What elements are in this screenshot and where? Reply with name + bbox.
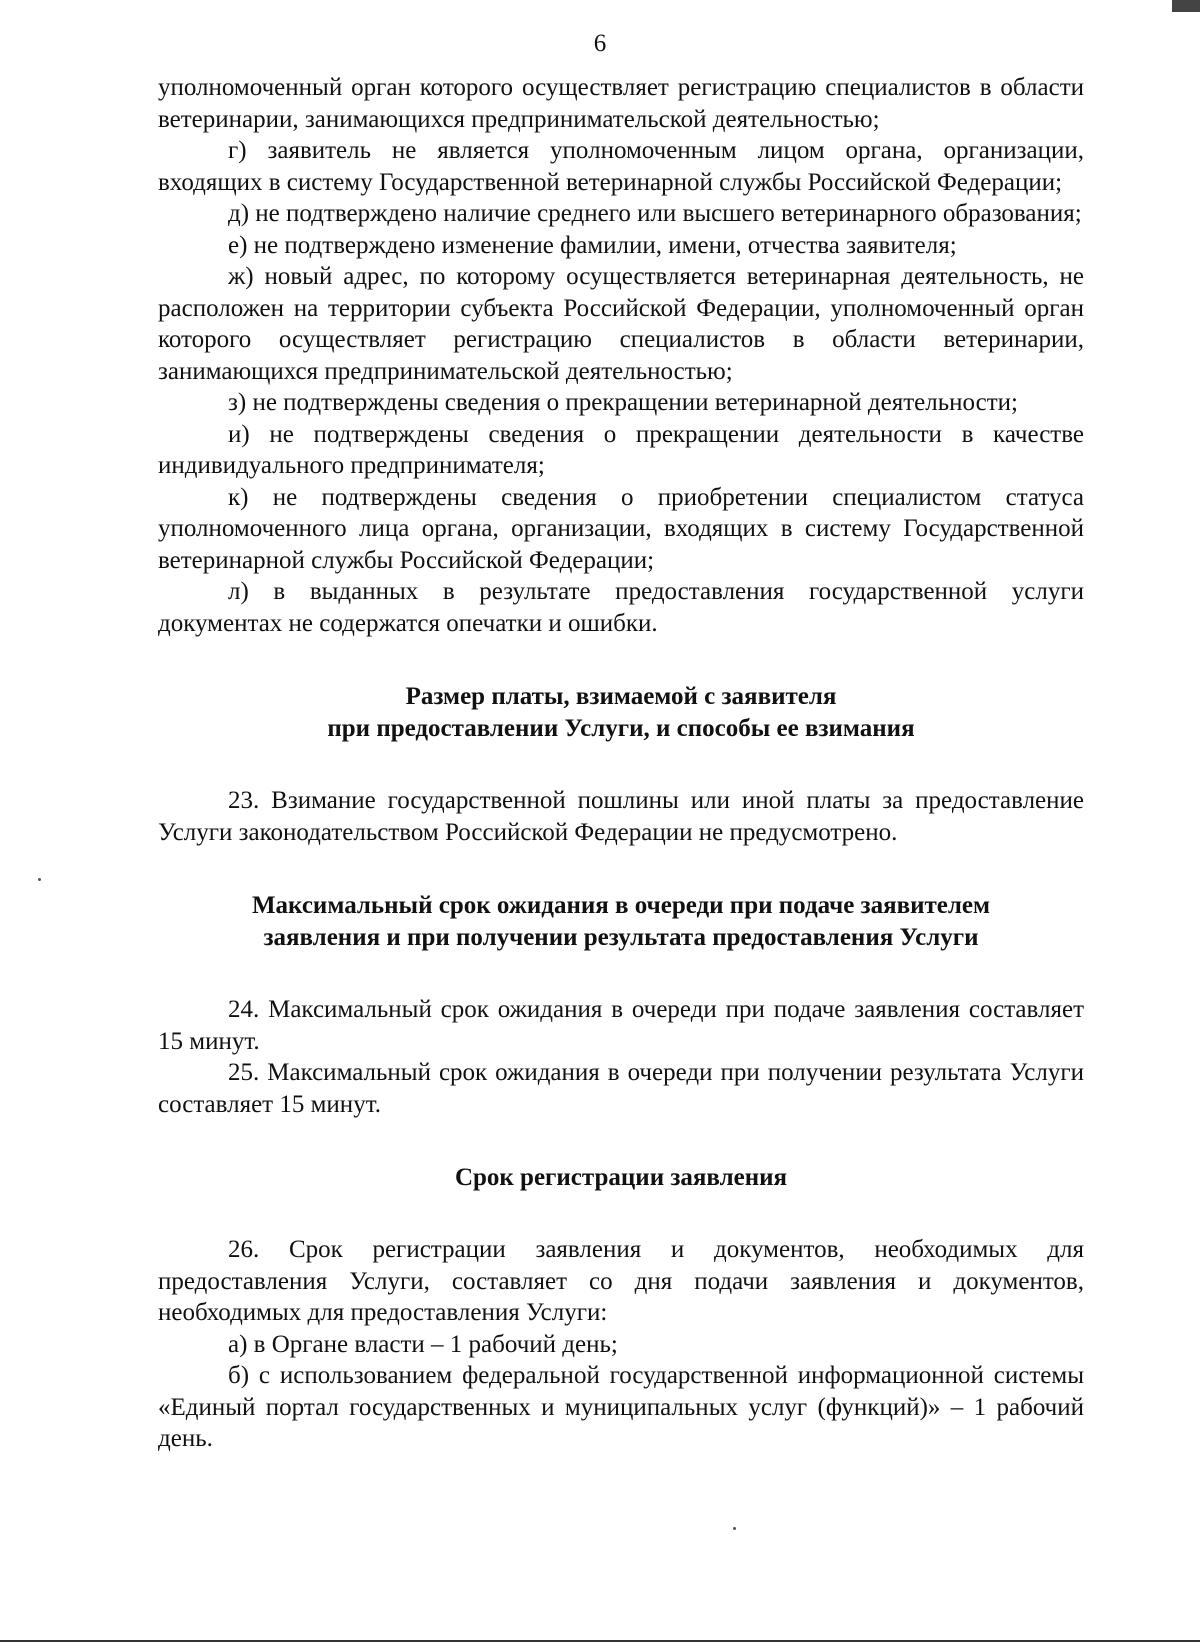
section-heading-queue-line1: Максимальный срок ожидания в очереди при подаче заявителем bbox=[251, 892, 991, 919]
bottom-scan-line bbox=[0, 1640, 1200, 1642]
page-number: 6 bbox=[593, 30, 607, 57]
paragraph-item-g: г) заявитель не является уполномоченным лицом органа, организации, входящих в систему Государственной ветеринарной службы Российской Федерации; bbox=[158, 137, 1084, 196]
paragraph-26-b: б) с использованием федеральной государственной информационной системы «Единый портал государственных и муниципальных услуг (функций)» – 1 рабочий день. bbox=[158, 1362, 1084, 1452]
paragraph-26-a: а) в Органе власти – 1 рабочий день; bbox=[228, 1330, 618, 1358]
paragraph-item-i: и) не подтверждены сведения о прекращении деятельности в качестве индивидуального предпринимателя; bbox=[158, 420, 1084, 479]
paragraph-23: 23. Взимание государственной пошлины или иной платы за предоставление Услуги законодательством Российской Федерации не предусмотрено. bbox=[158, 787, 1084, 846]
section-heading-registration: Срок регистрации заявления bbox=[454, 1164, 788, 1191]
paragraph-26: 26. Срок регистрации заявления и документов, необходимых для предоставления Услуги, составляет со дня подачи заявления и документов, необходимых для предоставления Услуги: bbox=[158, 1236, 1084, 1326]
section-heading-queue bbox=[158, 890, 1084, 954]
paragraph-item-zh: ж) новый адрес, по которому осуществляется ветеринарная деятельность, не расположен на территории субъекта Российской Федерации, уполномоченный орган которого осуществляет регистрацию специалистов в области ветеринарии, занимающихся предпринимательской деятельностью; bbox=[158, 263, 1084, 385]
paragraph-item-d: д) не подтверждено наличие среднего или высшего ветеринарного образования; bbox=[228, 200, 1082, 227]
scan-corner-mark bbox=[1172, 0, 1200, 12]
paragraph-item-l: л) в выданных в результате предоставления государственной услуги документах не содержатся опечатки и ошибки. bbox=[158, 578, 1084, 637]
paragraph-item-e: е) не подтверждено изменение фамилии, имени, отчества заявителя; bbox=[228, 231, 957, 259]
paragraph-25: 25. Максимальный срок ожидания в очереди при получении результата Услуги составляет 15 минут. bbox=[158, 1059, 1084, 1118]
paragraph-item-z: з) не подтверждены сведения о прекращении ветеринарной деятельности; bbox=[228, 389, 1018, 416]
section-heading-queue-line2: заявления и при получении результата предоставления Услуги bbox=[263, 924, 979, 951]
paragraph-24: 24. Максимальный срок ожидания в очереди при подаче заявления составляет 15 минут. bbox=[158, 996, 1084, 1055]
scan-speck bbox=[733, 1527, 736, 1530]
scan-speck bbox=[38, 878, 41, 881]
document-body bbox=[158, 72, 1084, 1455]
section-heading-fee-line1: Размер платы, взимаемой с заявителя bbox=[405, 683, 837, 710]
paragraph-continuation: уполномоченный орган которого осуществляет регистрацию специалистов в области ветеринарии, занимающихся предпринимательской деятельностью; bbox=[158, 74, 1084, 133]
section-heading-fee-line2: при предоставлении Услуги, и способы ее взимания bbox=[327, 715, 915, 742]
paragraph-item-k: к) не подтверждены сведения о приобретении специалистом статуса уполномоченного лица органа, организации, входящих в систему Государственной ветеринарной службы Российской Федерации; bbox=[158, 483, 1084, 574]
section-heading-fee bbox=[158, 681, 1084, 745]
